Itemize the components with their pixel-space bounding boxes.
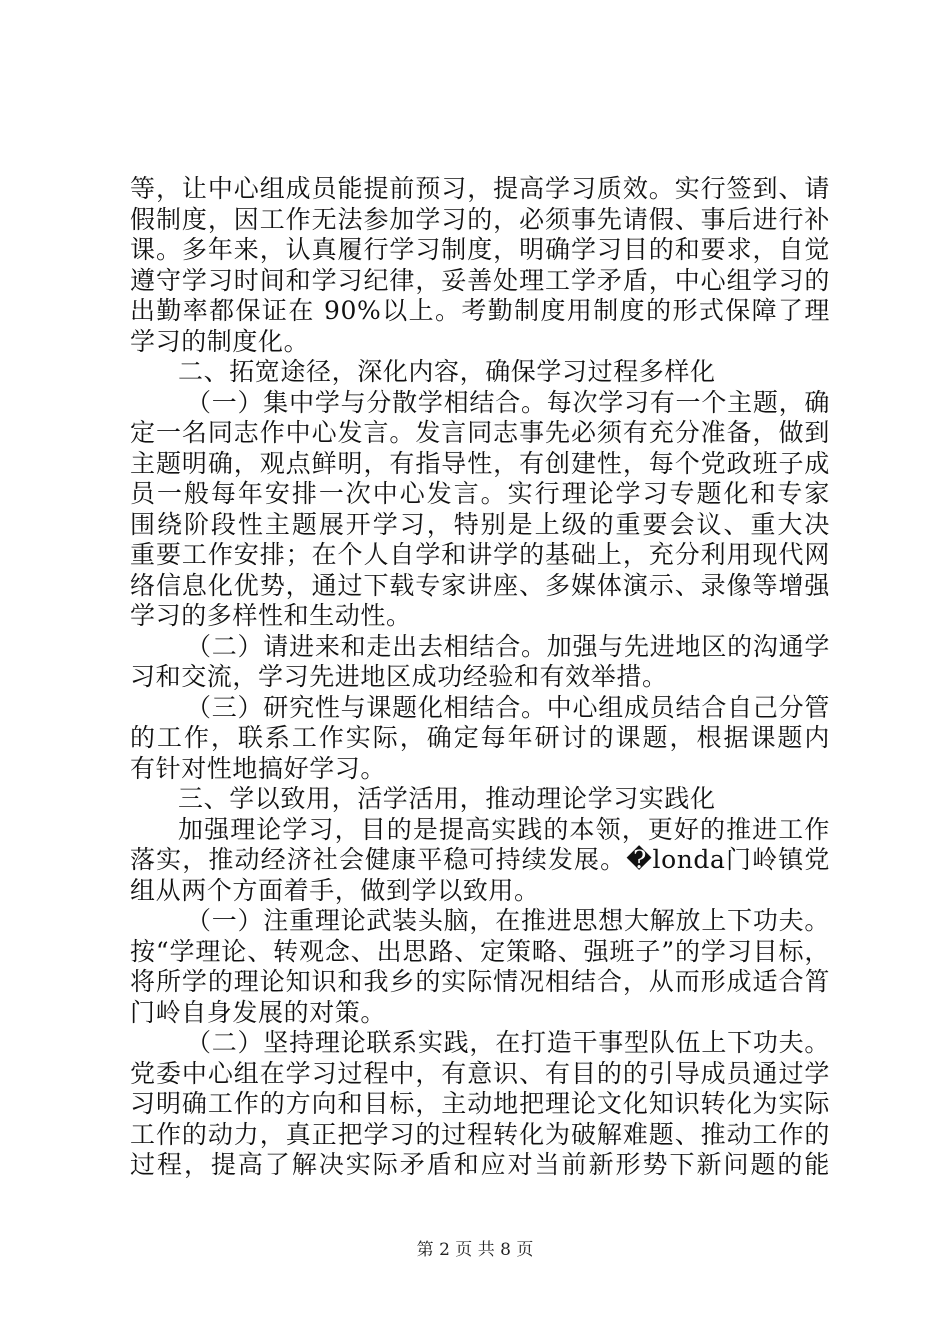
text-line: 组从两个方面着手，做到学以致用。 [130, 875, 540, 905]
text-line: 落实，推动经济社会健康平稳可持续发展。�londa门岭镇党 [130, 845, 830, 874]
text-line: 党委中心组在学习过程中，有意识、有目的的引导成员通过学 [130, 1058, 830, 1088]
text-line: 学习的多样性和生动性。 [130, 601, 412, 630]
text-line: （一）集中学与分散学相结合。每次学习有一个主题，确 [186, 387, 830, 417]
text-line: （二）坚持理论联系实践，在打造干事型队伍上下功夫。 [186, 1028, 830, 1057]
text-line: 学习的制度化。 [130, 326, 310, 356]
text-line: 加强理论学习，目的是提高实践的本领，更好的推进工作 [178, 814, 830, 844]
text-line: 习明确工作的方向和目标，主动地把理论文化知识转化为实际 [130, 1089, 830, 1118]
section-heading: 二、拓宽途径，深化内容，确保学习过程多样化 [178, 357, 716, 386]
text-line: 络信息化优势，通过下载专家讲座、多媒体演示、录像等增强 [130, 570, 830, 600]
text-line: 有针对性地搞好学习。 [130, 753, 387, 783]
text-line: 出勤率都保证在 90%以上。考勤制度用制度的形式保障了理 [130, 296, 830, 325]
text-line: 定一名同志作中心发言。发言同志事先必须有充分准备，做到 [130, 418, 830, 447]
text-line: 假制度，因工作无法参加学习的，必须事先请假、事后进行补 [130, 204, 830, 234]
text-line: 将所学的理论知识和我乡的实际情况相结合，从而形成适合筲 [130, 967, 830, 996]
text-line: 遵守学习时间和学习纪律，妥善处理工学矛盾，中心组学习的 [130, 265, 830, 295]
page-number-footer: 第 2 页 共 8 页 [416, 1240, 534, 1260]
text-line: 主题明确，观点鲜明，有指导性，有创建性，每个党政班子成 [130, 448, 830, 478]
body-text [130, 174, 830, 1181]
text-line: 习和交流，学习先进地区成功经验和有效举措。 [130, 662, 668, 691]
text-line: （三）研究性与课题化相结合。中心组成员结合自己分管 [186, 692, 830, 722]
text-line: 课。多年来，认真履行学习制度，明确学习目的和要求，自觉 [130, 235, 830, 264]
text-line: 门岭自身发展的对策。 [130, 997, 387, 1027]
text-line: 过程，提高了解决实际矛盾和应对当前新形势下新问题的能 [130, 1150, 830, 1179]
text-line: 重要工作安排；在个人自学和讲学的基础上，充分利用现代网 [130, 540, 830, 569]
text-line: 员一般每年安排一次中心发言。实行理论学习专题化和专家 [130, 479, 830, 508]
text-line: 围绕阶段性主题展开学习，特别是上级的重要会议、重大决 [130, 509, 830, 539]
text-line: 等，让中心组成员能提前预习，提高学习质效。实行签到、请 [130, 174, 830, 203]
text-line: （二）请进来和走出去相结合。加强与先进地区的沟通学 [186, 631, 830, 661]
text-line: 按“学理论、转观念、出思路、定策略、强班子”的学习目标， [130, 936, 830, 966]
text-line: （一）注重理论武装头脑，在推进思想大解放上下功夫。 [186, 906, 830, 935]
text-line: 的工作，联系工作实际，确定每年研讨的课题，根据课题内 [130, 723, 830, 752]
text-line: 工作的动力，真正把学习的过程转化为破解难题、推动工作的 [130, 1119, 830, 1149]
section-heading: 三、学以致用，活学活用，推动理论学习实践化 [178, 784, 716, 813]
